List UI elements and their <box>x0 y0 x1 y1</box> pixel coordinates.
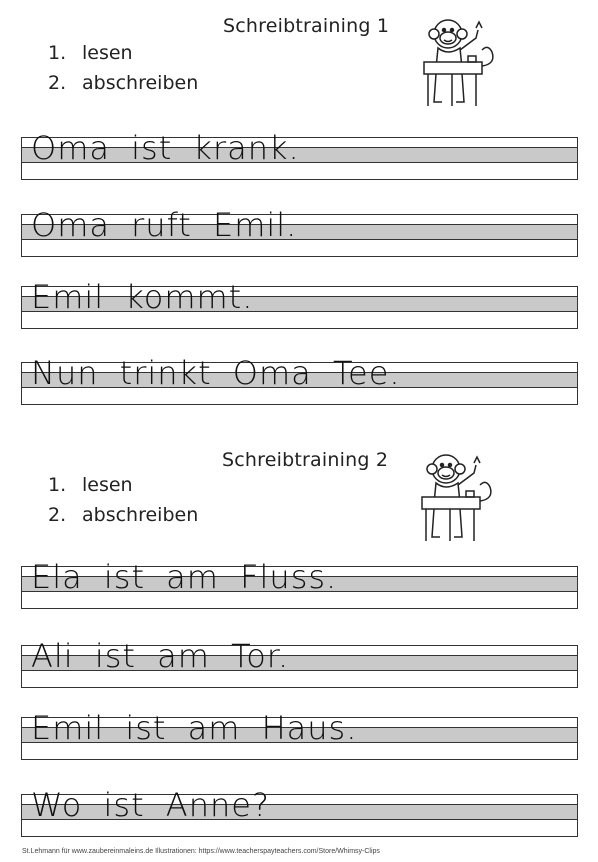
footer-credits: St.Lehmann für www.zaubereinmaleins.de Illustrationen: https://www.teacherspayteachers.com/Store/Whimsy-Clips <box>22 848 380 855</box>
writing-line <box>21 637 578 689</box>
sentence-text: Oma ruft Emil. <box>31 206 298 244</box>
writing-line <box>21 558 578 610</box>
section2-task-1 <box>48 474 133 496</box>
task-label: abschreiben <box>82 504 199 526</box>
sentence-text: Oma ist krank. <box>31 129 300 167</box>
writing-line <box>21 206 578 258</box>
monkey-at-desk-icon <box>414 445 500 545</box>
task-number: 2. <box>48 504 67 526</box>
writing-line <box>21 278 578 330</box>
sentence-text: Emil kommt. <box>31 278 254 316</box>
task-number: 1. <box>48 474 67 496</box>
task-label: lesen <box>82 42 133 64</box>
sentence-text: Ela ist am Fluss. <box>31 558 338 596</box>
sentence-text: Wo ist Anne? <box>31 786 270 824</box>
task-number: 2. <box>48 72 67 94</box>
writing-line <box>21 354 578 406</box>
writing-line <box>21 786 578 838</box>
sentence-text: Ali ist am Tor. <box>31 637 290 675</box>
section1-task-2 <box>48 72 198 94</box>
section1-task-1 <box>48 42 133 64</box>
sentence-text: Nun trinkt Oma Tee. <box>31 354 401 392</box>
task-label: lesen <box>82 474 133 496</box>
monkey-at-desk-icon <box>416 10 502 110</box>
writing-line <box>21 129 578 181</box>
task-number: 1. <box>48 42 67 64</box>
task-label: abschreiben <box>82 72 199 94</box>
section2-task-2 <box>48 504 198 526</box>
section1-title: Schreibtraining 1 <box>223 15 390 37</box>
sentence-text: Emil ist am Haus. <box>31 709 358 747</box>
writing-line <box>21 709 578 761</box>
section2-title: Schreibtraining 2 <box>222 449 389 471</box>
